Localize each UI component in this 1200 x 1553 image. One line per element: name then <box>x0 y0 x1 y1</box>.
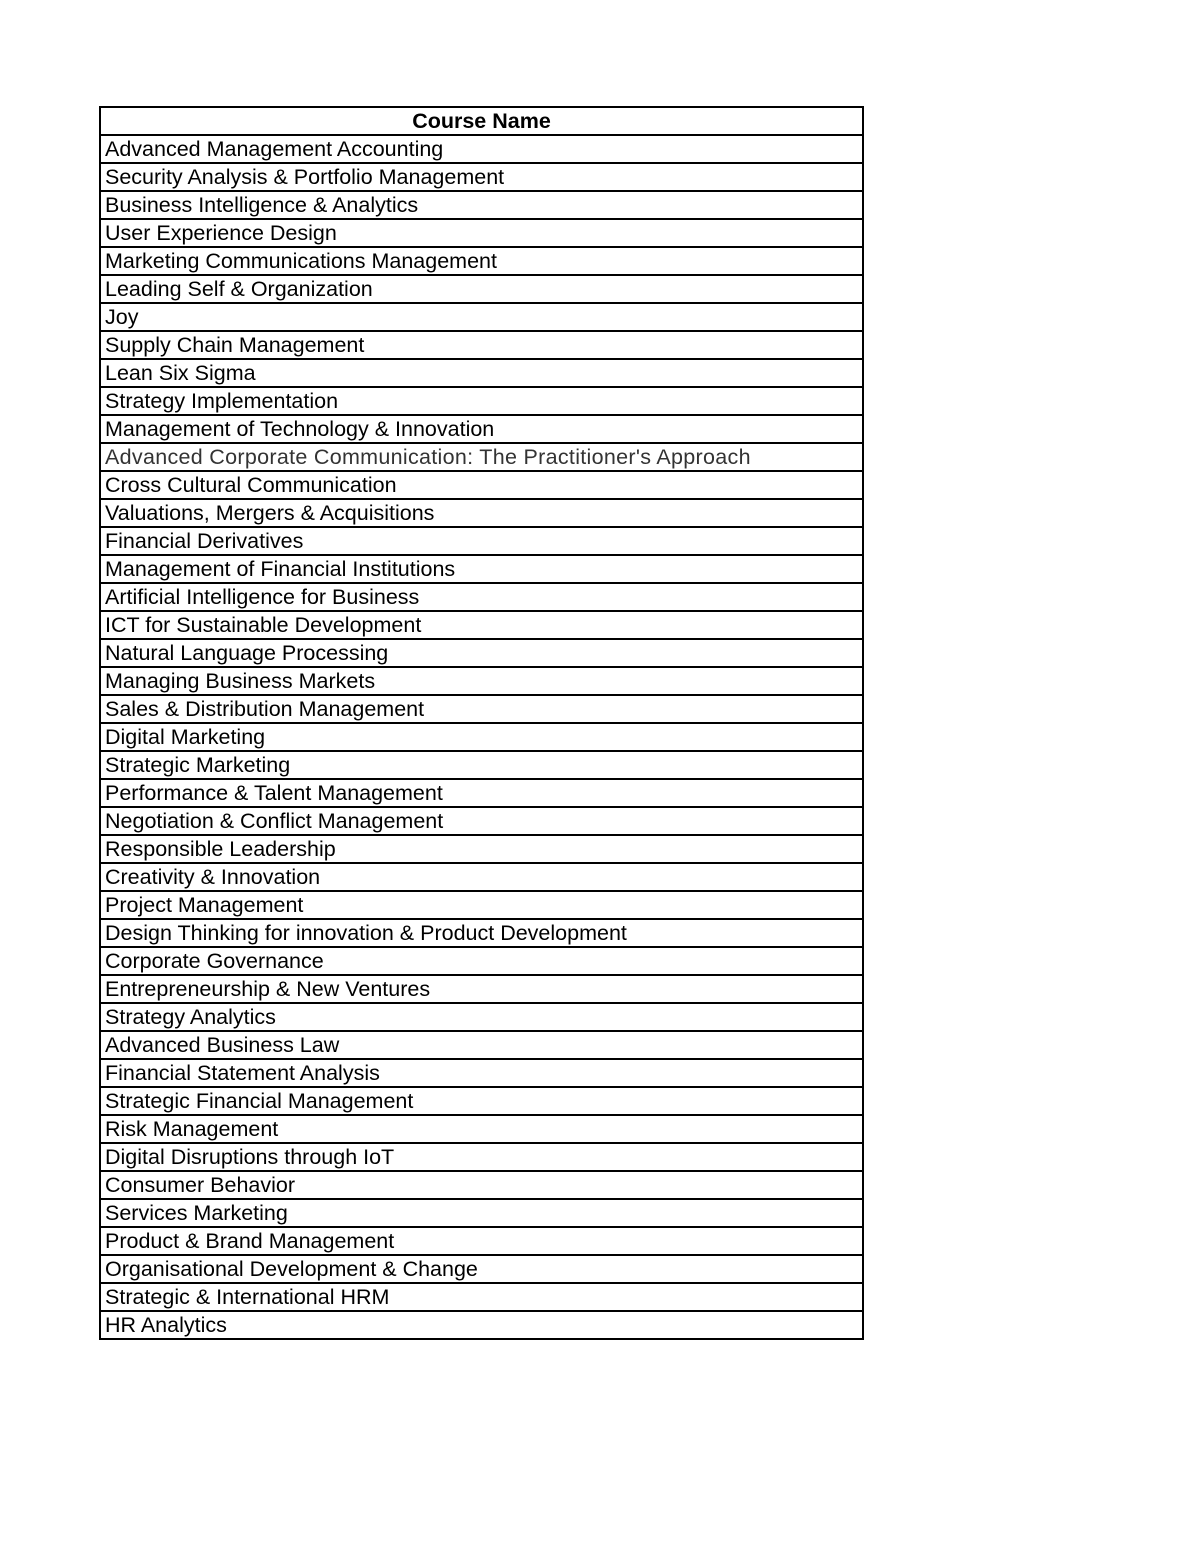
table-row <box>100 303 863 331</box>
course-name-cell: Entrepreneurship & New Ventures <box>100 975 863 1003</box>
course-name-cell: Creativity & Innovation <box>100 863 863 891</box>
table-row <box>100 499 863 527</box>
course-name-cell: Consumer Behavior <box>100 1171 863 1199</box>
table-row <box>100 247 863 275</box>
table-row <box>100 1115 863 1143</box>
course-name-cell: Strategic Financial Management <box>100 1087 863 1115</box>
table-row <box>100 1283 863 1311</box>
table-row <box>100 695 863 723</box>
table-row <box>100 919 863 947</box>
course-name-cell: Digital Disruptions through IoT <box>100 1143 863 1171</box>
course-name-cell: Advanced Management Accounting <box>100 135 863 163</box>
course-name-cell: ICT for Sustainable Development <box>100 611 863 639</box>
table-row <box>100 527 863 555</box>
course-name-cell: Financial Derivatives <box>100 527 863 555</box>
table-row <box>100 135 863 163</box>
table-row <box>100 331 863 359</box>
table-row <box>100 359 863 387</box>
course-name-cell: Financial Statement Analysis <box>100 1059 863 1087</box>
course-name-cell: Product & Brand Management <box>100 1227 863 1255</box>
table-row <box>100 1255 863 1283</box>
course-name-cell: Leading Self & Organization <box>100 275 863 303</box>
course-name-cell: Organisational Development & Change <box>100 1255 863 1283</box>
course-name-cell: Marketing Communications Management <box>100 247 863 275</box>
course-name-cell: Responsible Leadership <box>100 835 863 863</box>
course-name-cell: Advanced Corporate Communication: The Practitioner's Approach <box>100 443 863 471</box>
table-row <box>100 191 863 219</box>
table-row <box>100 835 863 863</box>
course-name-cell: Sales & Distribution Management <box>100 695 863 723</box>
course-name-cell: Business Intelligence & Analytics <box>100 191 863 219</box>
table-row <box>100 1059 863 1087</box>
course-name-cell: Risk Management <box>100 1115 863 1143</box>
course-name-cell: Valuations, Mergers & Acquisitions <box>100 499 863 527</box>
course-name-cell: Joy <box>100 303 863 331</box>
table-row <box>100 415 863 443</box>
course-name-cell: Digital Marketing <box>100 723 863 751</box>
course-name-cell: Design Thinking for innovation & Product Development <box>100 919 863 947</box>
course-name-cell: Management of Financial Institutions <box>100 555 863 583</box>
table-row <box>100 1143 863 1171</box>
table-row <box>100 611 863 639</box>
table-row <box>100 751 863 779</box>
table-row <box>100 975 863 1003</box>
course-name-cell: Corporate Governance <box>100 947 863 975</box>
course-name-cell: Security Analysis & Portfolio Management <box>100 163 863 191</box>
table-row <box>100 555 863 583</box>
table-row <box>100 1311 863 1339</box>
course-name-cell: Negotiation & Conflict Management <box>100 807 863 835</box>
course-name-cell: Artificial Intelligence for Business <box>100 583 863 611</box>
course-table-body <box>100 135 863 1339</box>
course-name-cell: Lean Six Sigma <box>100 359 863 387</box>
course-name-cell: Advanced Business Law <box>100 1031 863 1059</box>
table-row <box>100 1087 863 1115</box>
table-row <box>100 891 863 919</box>
table-row <box>100 1031 863 1059</box>
course-name-cell: Strategic Marketing <box>100 751 863 779</box>
table-row <box>100 807 863 835</box>
table-row <box>100 583 863 611</box>
course-name-cell: Management of Technology & Innovation <box>100 415 863 443</box>
course-name-cell: Natural Language Processing <box>100 639 863 667</box>
table-row <box>100 1199 863 1227</box>
course-name-cell: Performance & Talent Management <box>100 779 863 807</box>
table-header-row <box>100 107 863 135</box>
table-row <box>100 1227 863 1255</box>
course-name-cell: Strategy Analytics <box>100 1003 863 1031</box>
course-name-cell: User Experience Design <box>100 219 863 247</box>
table-row <box>100 1171 863 1199</box>
course-name-cell: Managing Business Markets <box>100 667 863 695</box>
table-row <box>100 779 863 807</box>
course-name-cell: Strategic & International HRM <box>100 1283 863 1311</box>
course-name-cell: Services Marketing <box>100 1199 863 1227</box>
table-row <box>100 471 863 499</box>
table-row <box>100 163 863 191</box>
course-name-cell: Supply Chain Management <box>100 331 863 359</box>
table-row <box>100 723 863 751</box>
table-row <box>100 639 863 667</box>
course-name-cell: Cross Cultural Communication <box>100 471 863 499</box>
table-row <box>100 947 863 975</box>
table-row <box>100 387 863 415</box>
table-row <box>100 443 863 471</box>
table-row <box>100 219 863 247</box>
table-row <box>100 275 863 303</box>
table-row <box>100 667 863 695</box>
course-name-cell: Project Management <box>100 891 863 919</box>
course-table <box>99 106 864 1340</box>
table-row <box>100 1003 863 1031</box>
course-name-cell: Strategy Implementation <box>100 387 863 415</box>
table-row <box>100 863 863 891</box>
column-header-course-name: Course Name <box>100 107 863 135</box>
course-name-cell: HR Analytics <box>100 1311 863 1339</box>
